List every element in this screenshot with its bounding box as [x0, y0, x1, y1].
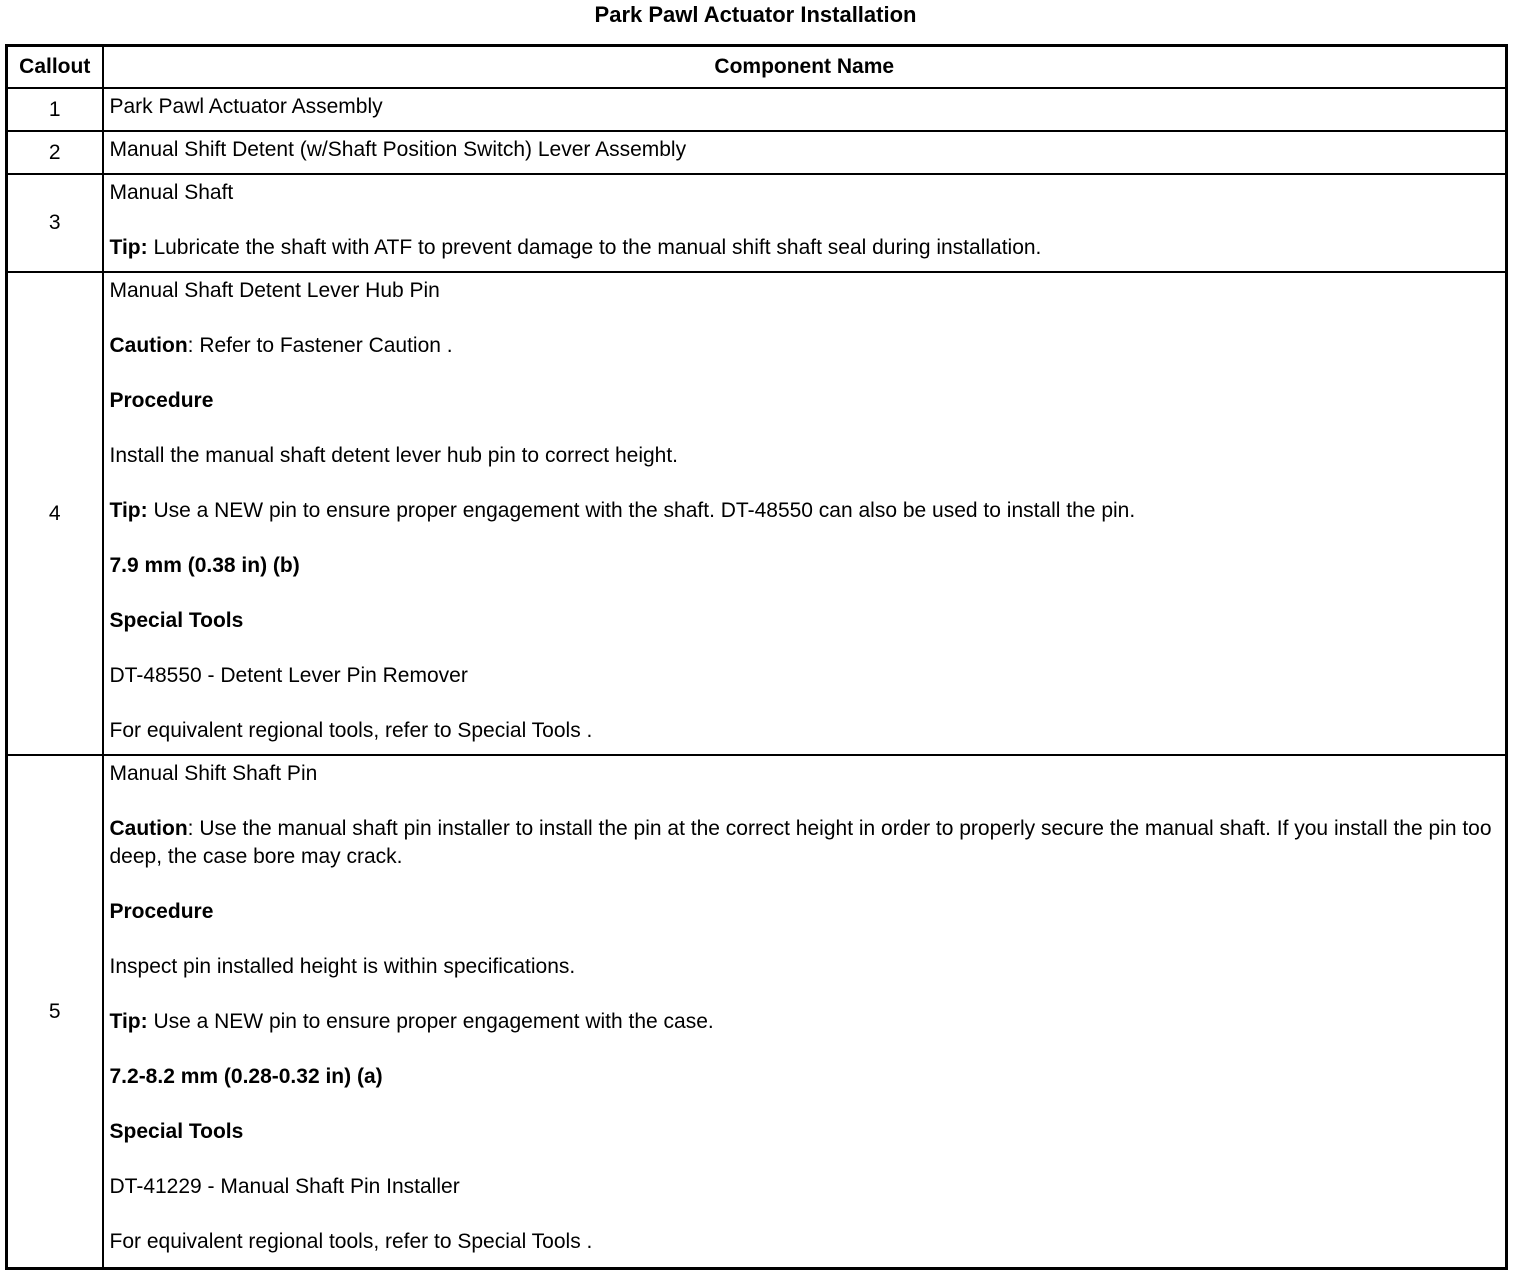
tip-label: Tip:	[109, 1010, 148, 1033]
procedure-text: Inspect pin installed height is within specifications.	[109, 955, 576, 978]
tip-text: Lubricate the shaft with ATF to prevent damage to the manual shift shaft seal during installation.	[147, 236, 1042, 259]
table-row	[7, 272, 1507, 755]
caution-note	[110, 332, 1500, 360]
callout-number: 4	[7, 272, 103, 755]
callout-number: 5	[7, 755, 103, 1269]
component-title: Manual Shift Shaft Pin	[109, 762, 318, 785]
tip-note	[110, 234, 1500, 262]
table-row	[7, 174, 1507, 272]
callout-number: 2	[7, 131, 103, 174]
tip-note	[110, 497, 1500, 525]
regional-tools-note: For equivalent regional tools, refer to Special Tools .	[109, 1230, 593, 1253]
table-row	[7, 131, 1507, 174]
page-title: Park Pawl Actuator Installation	[594, 2, 917, 27]
procedure-text: Install the manual shaft detent lever hub pin to correct height.	[109, 444, 679, 467]
specification-value: 7.9 mm (0.38 in) (b)	[109, 554, 300, 577]
component-name	[103, 88, 1507, 131]
caution-text: : Refer to Fastener Caution .	[187, 334, 453, 357]
callout-number: 3	[7, 174, 103, 272]
caution-label: Caution	[109, 817, 188, 840]
caution-note	[110, 815, 1500, 871]
special-tool-item: DT-48550 - Detent Lever Pin Remover	[109, 664, 468, 687]
tip-text: Use a NEW pin to ensure proper engagement with the case.	[147, 1010, 714, 1033]
components-table	[5, 44, 1508, 1270]
component-title: Park Pawl Actuator Assembly	[109, 95, 383, 118]
tip-text: Use a NEW pin to ensure proper engagement with the shaft. DT-48550 can also be used to install the pin.	[147, 499, 1136, 522]
caution-label: Caution	[109, 334, 188, 357]
component-name	[103, 272, 1507, 755]
component-title: Manual Shaft Detent Lever Hub Pin	[109, 279, 440, 302]
tip-label: Tip:	[109, 236, 148, 259]
special-tool-item: DT-41229 - Manual Shaft Pin Installer	[109, 1175, 460, 1198]
caution-text: : Use the manual shaft pin installer to install the pin at the correct height in order to properly secure the manual shaft. If you install the pin too deep, the case bore may crack.	[109, 817, 1492, 868]
component-name	[103, 174, 1507, 272]
procedure-heading: Procedure	[109, 389, 214, 412]
component-name	[103, 131, 1507, 174]
specification-value: 7.2-8.2 mm (0.28-0.32 in) (a)	[109, 1065, 383, 1088]
callout-header: Callout	[7, 46, 103, 89]
table-row	[7, 755, 1507, 1269]
component-title: Manual Shaft	[109, 181, 234, 204]
special-tools-heading: Special Tools	[109, 1120, 244, 1143]
component-title: Manual Shift Detent (w/Shaft Position Switch) Lever Assembly	[109, 138, 687, 161]
procedure-heading: Procedure	[109, 900, 214, 923]
callout-number: 1	[7, 88, 103, 131]
tip-label: Tip:	[109, 499, 148, 522]
component-name-header: Component Name	[103, 46, 1507, 89]
table-row	[7, 88, 1507, 131]
tip-note	[110, 1008, 1500, 1036]
regional-tools-note: For equivalent regional tools, refer to Special Tools .	[109, 719, 593, 742]
table-header-row	[7, 46, 1507, 89]
component-name	[103, 755, 1507, 1269]
special-tools-heading: Special Tools	[109, 609, 244, 632]
